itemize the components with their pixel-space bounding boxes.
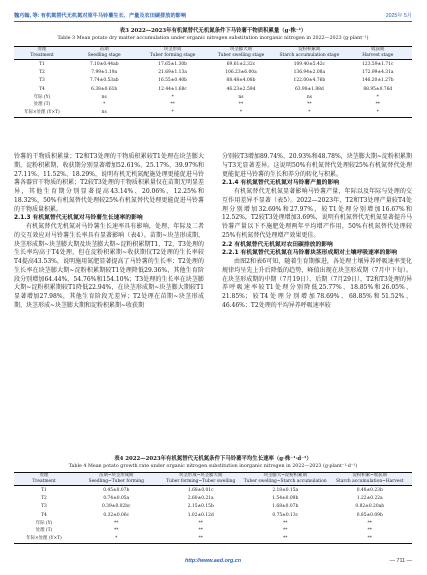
table-row (14, 60, 412, 69)
table-cell: 0.74±0.05a (103, 495, 130, 501)
table-cell: T3 (39, 78, 45, 84)
table-cell: 处理 (T) (33, 102, 51, 108)
table-cell: 122.00±4.76b (293, 78, 326, 84)
table-cell: ** (307, 102, 312, 108)
table-cell: T2 (41, 495, 47, 501)
table-stat-row (14, 535, 412, 543)
table4-caption-en: Table 4 Mean potato growth rate under organic nitrogen substitution inorganic nitrogen in 2022—2023 (g·plant⁻¹·d⁻¹) (68, 464, 358, 469)
table-row (14, 495, 412, 503)
table-cell: ** (114, 528, 119, 534)
header-rule (14, 21, 412, 22)
table-cell: 0.85±0.09b (356, 512, 383, 518)
table-cell: 2.15±0.15b (187, 504, 214, 510)
table-cell: 0.32±0.06c (103, 512, 130, 518)
table-cell: ** (283, 528, 288, 534)
table-cell: 63.98±1.88d (294, 86, 324, 92)
table-stat-row (14, 520, 412, 528)
table-cell: * (171, 94, 174, 100)
table-cell: ** (198, 528, 203, 534)
table3-header-cell: 淀粉积累期 (275, 47, 343, 54)
table-cell: 7.74±0.53ab (89, 78, 119, 84)
table-cell: ** (243, 535, 328, 543)
page-footer (14, 558, 412, 568)
table3-header-cell: 处理 (14, 47, 70, 54)
page-number: — 711 — (389, 558, 412, 564)
table3-header-cell: Treatment (14, 53, 70, 60)
section-heading: 2.1.4 有机氮替代无机氮对马铃薯产量的影响 (222, 180, 340, 187)
journal-url[interactable]: http://www.aed.org.cn (184, 558, 242, 564)
table3-header-cell: 苗期 (70, 47, 138, 54)
table-cell: 年际 (Y) (33, 94, 51, 100)
table-cell: 12.44±1.68c (158, 86, 187, 92)
table-cell: ns (306, 94, 312, 100)
table-row (14, 69, 412, 77)
table-stat-row (14, 102, 412, 110)
table-cell: ** (367, 520, 372, 526)
table-cell: 0.39±0.02bc (101, 504, 131, 510)
table-row (14, 486, 412, 495)
table4-header-cell: Seedling~Tuber forming (74, 479, 159, 486)
table-cell: 172.99±4.31a (362, 69, 394, 75)
table3 (14, 46, 412, 118)
table-cell: 88.48±4.08b (226, 78, 256, 84)
table-cell: ** (238, 102, 244, 108)
paragraph: 有机氮替代无机氮对马铃薯生长速率具有影响，处理、年际及二者的交互效应对马铃薯生长率具有显著影响（表4）。苗期~块茎形成期、块茎形成期~块茎膨大期及块茎膨大期~淀粉积累期T1、T2、T3处理的生长率均高于T4处理，但在淀粉积累期~收获期仅T2处理的生长率较T4提高43.53%，说明施用氮肥显著提高了马铃薯的生长率；T2处理的生长率在块茎膨大期~淀粉积累期较T1处理降低29.36%，其他生育阶段分别增加64.44%、54.76%和154.10%；T3处理的生长率在块茎膨大期~淀粉积累期较T1降低22.94%，在块茎形成期~块茎膨大期较T1显著增加27.98%，其他生育阶段无差异；T2处理在苗期~块茎形成期、块茎形成~块茎膨大期和淀粉积累期~收获期 (14, 223, 204, 309)
running-header (14, 12, 412, 19)
table-cell: T2 (39, 69, 45, 75)
table-cell: * (376, 94, 379, 100)
table4-caption (14, 455, 412, 470)
table3-caption (14, 27, 412, 42)
table-cell: 年际×处理 (Y×T) (14, 535, 74, 543)
table-cell: 0.45±0.07b (103, 487, 130, 493)
header-left: 魏巧翰, 等: 有机氮替代无机氮对原牛马铃薯生长、产量及农田碳排放的影响 (14, 13, 187, 19)
table-cell: 1.68±0.07b (272, 504, 299, 510)
table-cell: * (344, 109, 412, 117)
table3-header-zh (14, 47, 412, 54)
table-cell: ** (159, 535, 244, 543)
section-heading: 2.2 有机氮替代无机氮对农田碳排放的影响 (222, 241, 333, 248)
table4-header-cell: Tuber swelling~Starch accumulation (243, 479, 327, 485)
table-cell: 1.22±0.22a (356, 495, 383, 501)
table-cell: T4 (39, 86, 45, 92)
table-cell: 2.18±0.15a (272, 487, 299, 493)
table4-header-cell: Treatment (14, 479, 74, 486)
table4-header-zh (14, 473, 412, 480)
table-cell: 21.69±1.13a (158, 69, 187, 75)
table4-header-cell: Starch accumulation~Harvest (328, 479, 413, 486)
section-heading: 2.1.3 有机氮替代无机氮对马铃薯生长速率的影响 (14, 215, 143, 222)
table-cell: ns (238, 94, 244, 100)
table-cell: ns (101, 94, 107, 100)
table3-header-cell: Harvest stage (344, 53, 412, 60)
table3-header-cell: 收获期 (344, 47, 412, 54)
table-row (14, 512, 412, 520)
table4-header-cell: 块茎形成~块茎膨大期 (159, 473, 244, 480)
table4-header-cell: 处理 (14, 473, 74, 480)
table-cell: * (207, 109, 275, 117)
paragraph: 分别较T3增加89.74%、20.93%和48.78%，块茎膨大期~淀粉积累期与T3无显著差异。这说明50%有机氮替代处理较25%有机氮替代处理更能促进马铃薯的生长和养分的转化与积累。 (222, 153, 412, 178)
table3-caption-zh: 表3 2022—2023年有机氮替代无机氮条件下马铃薯干物质积累量（g·株⁻¹） (119, 28, 307, 34)
table3-caption-en: Table 3 Mean potato dry matter accumulation under organic nitrogen substitution inorganic nitrogen in 2022—2023 (g·plant⁻¹) (57, 36, 369, 41)
table-cell: 0.82±0.20ab (355, 504, 385, 510)
table-cell: ** (170, 102, 175, 108)
table-cell: * (138, 109, 206, 117)
table-cell: 109.40±5.42c (293, 61, 325, 67)
table-cell: 年际 (Y) (35, 520, 53, 526)
table-row (14, 503, 412, 511)
table-cell: 136.94±2.08a (293, 69, 326, 75)
table-cell: 1.54±0.09b (272, 495, 299, 501)
table3-header-cell: Seedling stage (70, 53, 138, 60)
table-cell: T1 (41, 487, 47, 493)
table-row (14, 77, 412, 85)
table3-header-cell: 块茎膨大期 (207, 47, 275, 54)
table3-header-cell: Starch accumulation stage (275, 53, 343, 60)
table4-header-cell: 淀粉积累~收获期 (328, 473, 413, 480)
table-row (14, 86, 412, 94)
table-cell: T1 (39, 61, 45, 67)
table-cell: 0.75±0.13c (272, 512, 299, 518)
table3-header-cell: 块茎形成 (138, 47, 206, 54)
paragraph: 铃薯的干物质积累量；T2和T3处理的干物质积累较T1处理在块茎膨大期、淀粉积累期、收获期分别显著增加52.61%、25.17%、39.97%和27.11%、11.52%、18.29%，说明有机无机氮配施处理更能促进马铃薯各器官干物质的积累；T2较T3处理的干物质积累量仅在苗期无明显差异，其他生育期分别显著提高43.14%、20.06%、12.25%和18.32%，50%有机氮替代处理较25%有机氮替代处理更能促进马铃薯的干物质量积累。 (14, 153, 204, 213)
table-cell: 1.68±0.01c (187, 487, 214, 493)
table4-header-cell: Tuber forming~Tuber swelling (159, 479, 244, 486)
table-stat-row (14, 94, 412, 102)
table4-header-cell: 苗期~块茎形成期 (74, 473, 159, 480)
table-cell: 88.95±0.76d (363, 86, 393, 92)
table-cell: * (275, 109, 343, 117)
header-right: 2025年 5月 (385, 13, 412, 19)
table-cell: 46.23±2.59d (226, 86, 256, 92)
table3-header-cell: Tuber forming stage (138, 53, 206, 60)
table4 (14, 472, 412, 544)
body-column-left (14, 153, 204, 311)
table4-header-cell: 块茎膨大~淀粉积累期 (243, 473, 328, 480)
table-cell: 17.65±1.30b (158, 61, 187, 67)
table-cell: ** (114, 520, 119, 526)
table-cell: 6.38±0.61b (91, 86, 118, 92)
table-cell: ns (70, 109, 138, 117)
paragraph: 由图2和表6可知，随着生育期推进，各处理土壤异养呼吸速率变化规律均呈先上升后降低的趋势，峰值出现在块茎形成期（7月中下旬）。在块茎形成期的中期（7月19日）、后期（7月29日），T2和T3处理的异养呼吸速率较T1处理分别降低25.77%、18.85%和26.05%、21.85%；较T4处理分别增加78.69%、68.85%和51.52%、46.46%；T2处理的平均异养呼吸速率较 (222, 258, 412, 309)
table-cell: * (103, 102, 106, 108)
paragraph: 有机氮替代无机氮显著影响马铃薯产量，年际以及年际与处理的交互作用差异不显著（表5）。2022—2023年，T2和T3处理产量较T4处理分别增加32.69%和27.97%，较T1处理分别增加16.67%和12.52%，T2较T3处理增加3.69%，说明有机氮替代无机氮显著提升马铃薯产量以下不施肥处理两年平均增产作用，50%有机氮替代处理较25%有机氮替代处理增产效果更佳。 (222, 188, 412, 239)
table-cell: 123.59±1.71c (362, 61, 394, 67)
table-cell: 146.20±1.27b (361, 78, 394, 84)
table3-header-cell: Tuber swelling stage (207, 53, 275, 60)
table-stat-row (14, 528, 412, 536)
table-cell: ** (283, 520, 288, 526)
table-cell: 2.60±0.21a (187, 495, 214, 501)
table-cell: T4 (41, 512, 47, 518)
table-cell: 0.48±0.23b (356, 487, 383, 493)
table-cell: 7.10±0.44ab (89, 61, 119, 67)
body-column-right (222, 153, 412, 311)
table-cell: ** (367, 528, 372, 534)
table-cell: ** (198, 520, 203, 526)
table-cell: 处理 (T) (35, 528, 53, 534)
subsection-heading: 2.2.1 有机氮替代无机氮在马铃薯块茎形成期对土壤呼吸速率的影响 (222, 250, 398, 257)
table3-header-en (14, 53, 412, 60)
table-cell: ** (328, 535, 413, 543)
table-cell: 16.55±0.40b (158, 78, 187, 84)
table-cell: T3 (41, 504, 47, 510)
table4-header-en (14, 479, 412, 486)
table4-caption-zh: 表4 2022—2023年有机氮替代无机氮条件下马铃薯平均生长速率（g·株⁻¹·d⁻¹） (114, 456, 312, 462)
table-cell: 106.23±6.00a (225, 69, 257, 75)
table-cell: 1.02±0.12d (187, 512, 214, 518)
table-cell: 年际×处理 (Y×T) (14, 109, 70, 117)
table-stat-row (14, 109, 412, 117)
table-cell: ** (375, 102, 380, 108)
table-cell: 7.99±1.19a (91, 69, 118, 75)
table-cell: * (74, 535, 159, 543)
table-cell: 69.61±2.32c (226, 61, 256, 67)
